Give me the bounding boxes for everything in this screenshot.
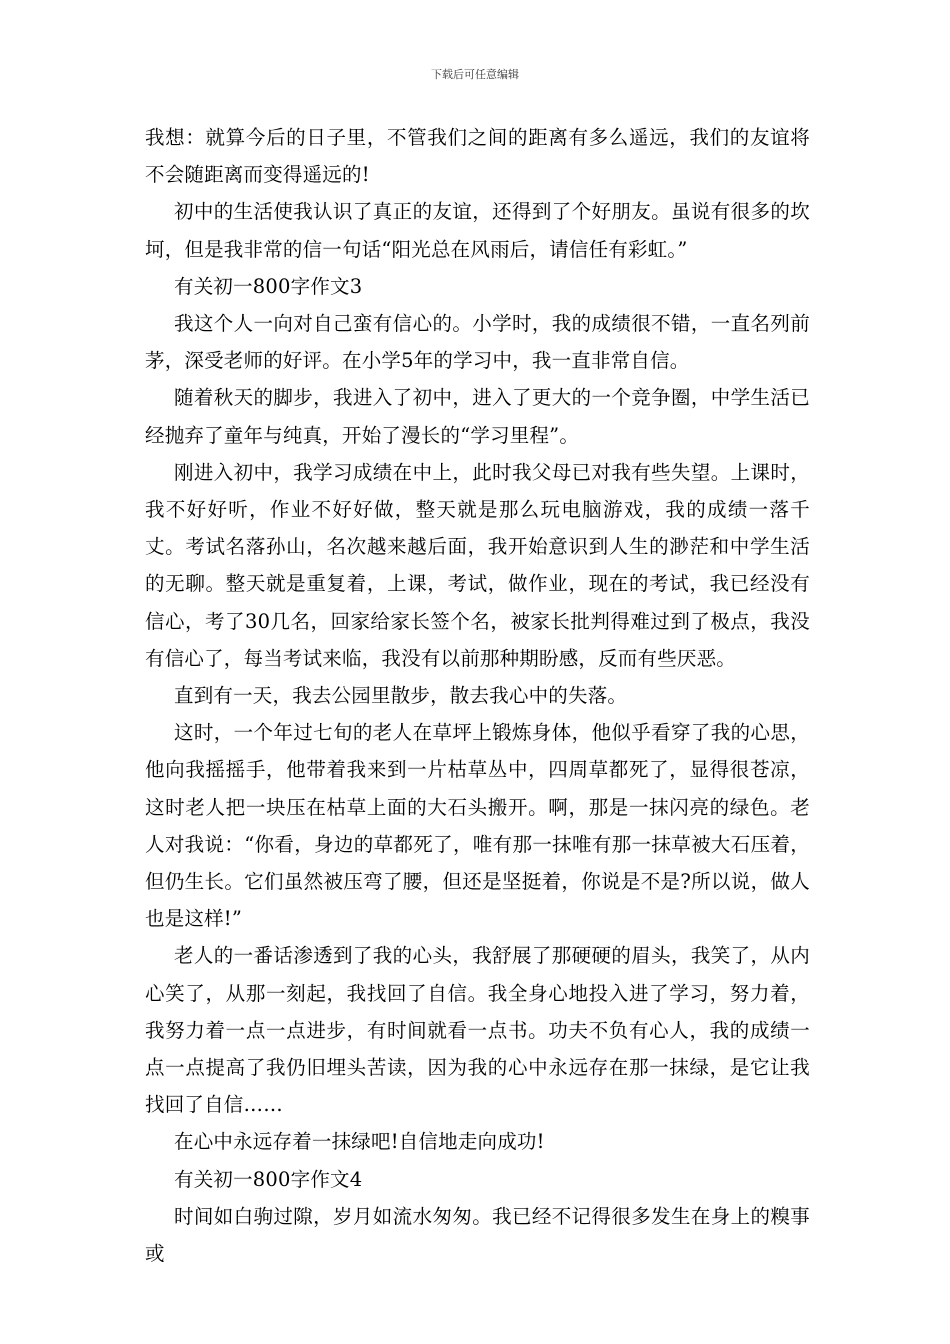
paragraph: 我想：就算今后的日子里，不管我们之间的距离有多么遥远，我们的友谊将不会随距离而变得遥远的! [145, 126, 810, 187]
paragraph: 初中的生活使我认识了真正的友谊，还得到了个好朋友。虽说有很多的坎坷，但是我非常的信一句话“阳光总在风雨后，请信任有彩虹。” [145, 200, 810, 261]
paragraph: 时间如白驹过隙，岁月如流水匆匆。我已经不记得很多发生在身上的糗事或 [145, 1204, 810, 1266]
paragraph: 随着秋天的脚步，我进入了初中，进入了更大的一个竞争圈，中学生活已经抛弃了童年与纯真，开始了漫长的“学习里程”。 [145, 386, 810, 447]
page-header: 下载后可任意编辑 [431, 68, 519, 81]
paragraph: 直到有一天，我去公园里散步，散去我心中的失落。 [174, 684, 628, 708]
section-heading: 有关初一800字作文4 [174, 1167, 363, 1191]
paragraph: 刚进入初中，我学习成绩在中上，此时我父母已对我有些失望。上课时，我不好好听，作业不好好做，整天就是那么玩电脑游戏，我的成绩一落千丈。考试名落孙山，名次越来越后面，我开始意识到人生的渺茫和中学生活的无聊。整天就是重复着，上课，考试，做作业，现在的考试，我已经没有信心，考了30几名，回家给家长签个名，被家长批判得难过到了极点，我没有信心了，每当考试来临，我没有以前那种期盼感，反而有些厌恶。 [145, 460, 810, 670]
document-body [145, 119, 810, 1272]
paragraph: 我这个人一向对自己蛮有信心的。小学时，我的成绩很不错，一直名列前茅，深受老师的好评。在小学5年的学习中，我一直非常自信。 [145, 312, 810, 373]
paragraph: 在心中永远存着一抹绿吧!自信地走向成功! [174, 1130, 545, 1154]
paragraph: 老人的一番话渗透到了我的心头，我舒展了那硬硬的眉头，我笑了，从内心笑了，从那一刻起，我找回了自信。我全身心地投入进了学习，努力着，我努力着一点一点进步，有时间就看一点书。功夫不负有心人，我的成绩一点一点提高了我仍旧埋头苦读，因为我的心中永远存在那一抹绿，是它让我找回了自信…… [145, 944, 810, 1117]
paragraph: 这时，一个年过七旬的老人在草坪上锻炼身体，他似乎看穿了我的心思，他向我摇摇手，他带着我来到一片枯草丛中，四周草都死了，显得很苍凉，这时老人把一块压在枯草上面的大石头搬开。啊，那是一抹闪亮的绿色。老人对我说：“你看，身边的草都死了，唯有那一抹唯有那一抹草被大石压着，但仍生长。它们虽然被压弯了腰，但还是坚挺着，你说是不是?所以说，做人也是这样!” [145, 721, 810, 931]
section-heading: 有关初一800字作文3 [174, 274, 363, 298]
